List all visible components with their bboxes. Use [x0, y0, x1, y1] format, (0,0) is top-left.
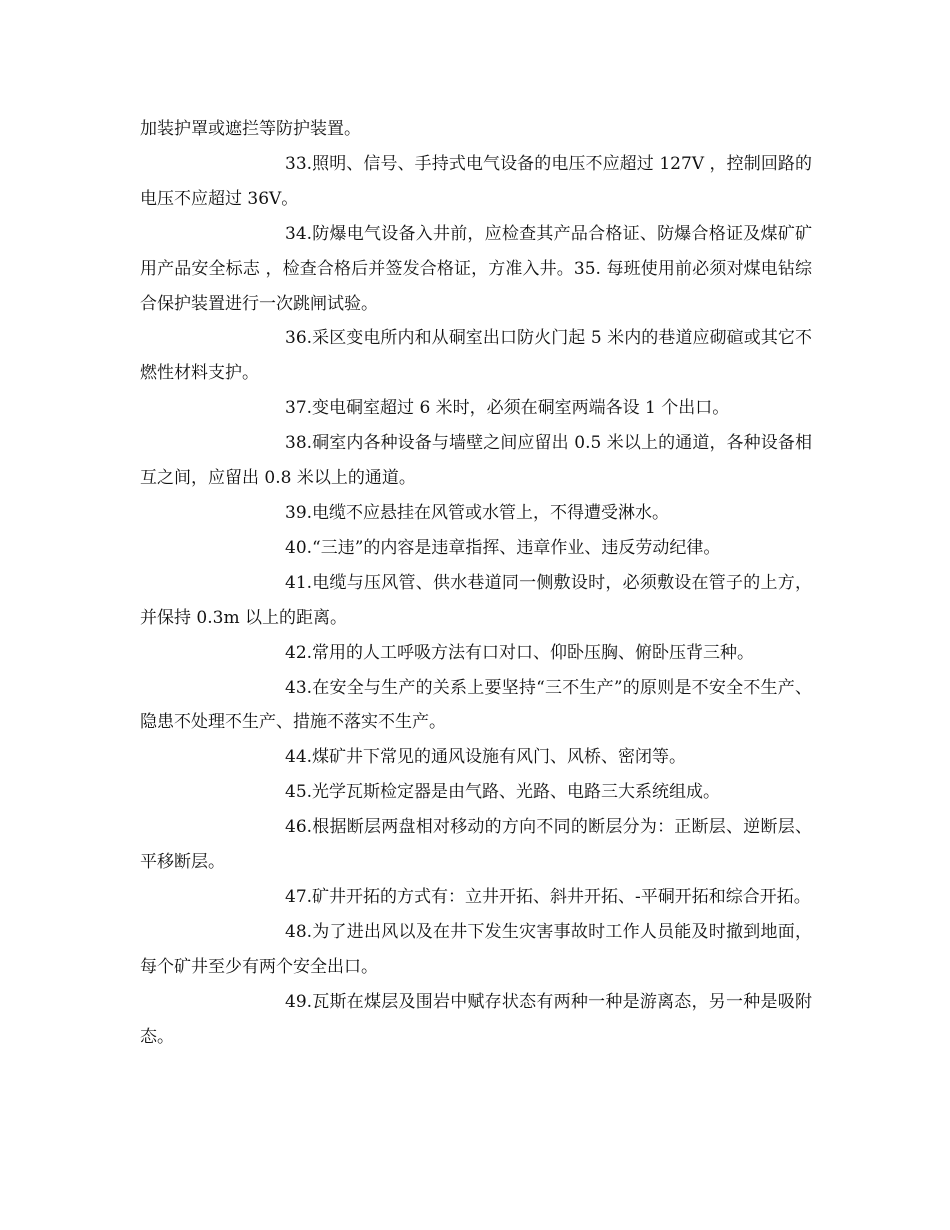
paragraph-item-45: 45.光学瓦斯检定器是由气路、光路、电路三大系统组成。 [285, 782, 721, 803]
paragraph-item-47: 47.矿井开拓的方式有：立井开拓、斜井开拓、-平硐开拓和综合开拓。 [285, 886, 811, 907]
paragraph-continuation: 加装护罩或遮拦等防护装置。 [140, 119, 361, 139]
paragraph-item-38: 38.硐室内各种设备与墙壁之间应留出 0.5 米以上的通道，各种设备相互之间，应留出 0.8 米以上的通道。 [140, 433, 812, 489]
paragraph-item-40: 40.“三违”的内容是违章指挥、违章作业、违反劳动纪律。 [285, 537, 721, 558]
paragraph-item-34: 34.防爆电气设备入井前，应检查其产品合格证、防爆合格证及煤矿矿用产品安全标志 ，检查合格后并签发合格证，方准入井。35. 每班使用前必须对煤电钻综合保护装置进行一次跳闸试验。 [140, 223, 812, 314]
paragraph-item-39: 39.电缆不应悬挂在风管或水管上，不得遭受淋水。 [285, 502, 670, 523]
paragraph-item-46: 46.根据断层两盘相对移动的方向不同的断层分为：正断层、逆断层、平移断层。 [140, 817, 812, 873]
paragraph-item-44: 44.煤矿井下常见的通风设施有风门、风桥、密闭等。 [285, 747, 687, 768]
paragraph-item-36: 36.采区变电所内和从硐室出口防火门起 5 米内的巷道应砌碹或其它不燃性材料支护。 [140, 328, 812, 384]
paragraph-item-33: 33.照明、信号、手持式电气设备的电压不应超过 127V ，控制回路的电压不应超过 36V。 [140, 153, 812, 209]
document-page [140, 112, 812, 1054]
paragraph-item-49: 49.瓦斯在煤层及围岩中赋存状态有两种一种是游离态，另一种是吸附态。 [140, 991, 812, 1047]
paragraph-item-37: 37.变电硐室超过 6 米时，必须在硐室两端各设 1 个出口。 [285, 398, 730, 419]
paragraph-item-42: 42.常用的人工呼吸方法有口对口、仰卧压胸、俯卧压背三种。 [285, 642, 755, 663]
paragraph-item-43: 43.在安全与生产的关系上要坚持“三不生产”的原则是不安全不生产、隐患不处理不生产、措施不落实不生产。 [140, 677, 812, 733]
paragraph-item-41: 41.电缆与压风管、供水巷道同一侧敷设时，必须敷设在管子的上方，并保持 0.3m 以上的距离。 [140, 572, 812, 628]
paragraph-item-48: 48.为了进出风以及在井下发生灾害事故时工作人员能及时撤到地面，每个矿井至少有两个安全出口。 [140, 921, 812, 977]
